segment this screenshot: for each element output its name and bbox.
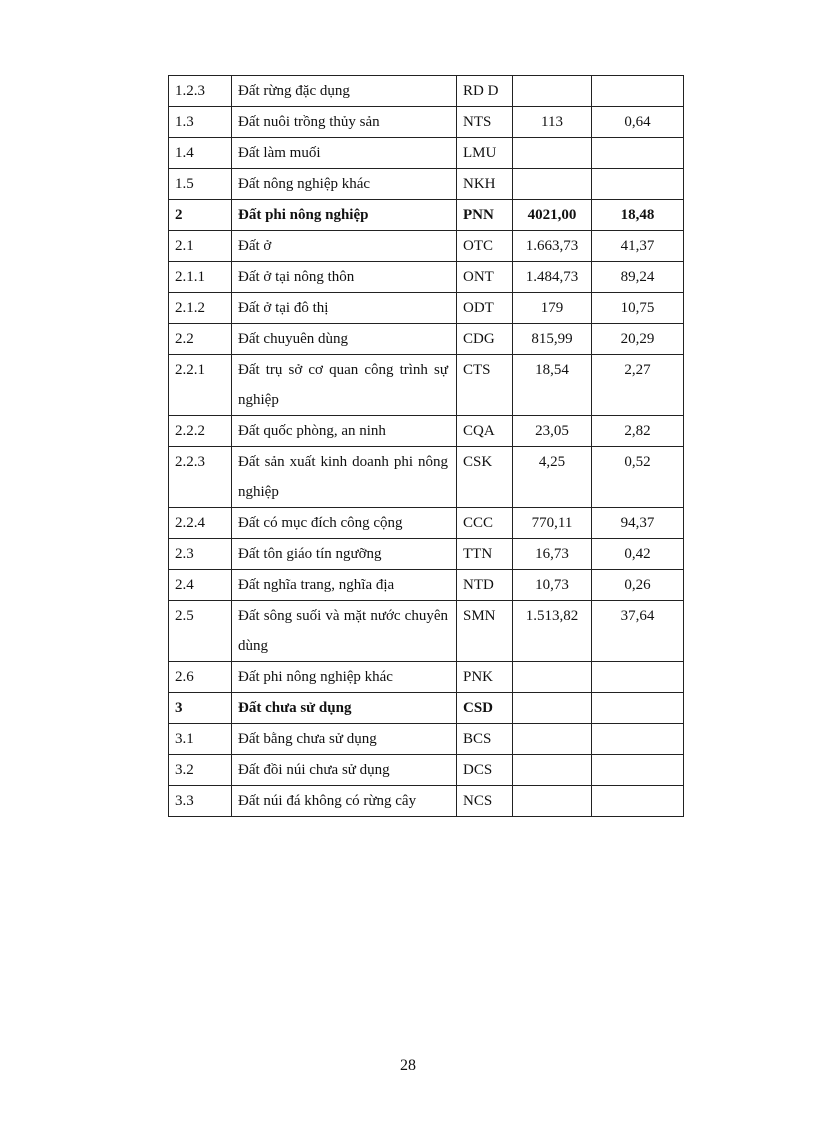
land-type-cell: Đất nghĩa trang, nghĩa địa [232,570,457,601]
land-symbol-cell: DCS [457,755,513,786]
area-cell: 815,99 [513,324,592,355]
land-type-cell: Đất sông suối và mặt nước chuyên dùng [232,601,457,662]
percent-cell [592,724,684,755]
land-code-cell: 2.1.1 [169,262,232,293]
land-code-cell: 2.2 [169,324,232,355]
table-row [169,447,684,508]
land-symbol-cell: NTD [457,570,513,601]
percent-cell: 0,42 [592,539,684,570]
land-code-cell: 1.5 [169,169,232,200]
percent-cell [592,755,684,786]
table-row [169,601,684,662]
page-number: 28 [400,1057,416,1074]
table-row [169,293,684,324]
land-code-cell: 2 [169,200,232,231]
percent-cell: 0,52 [592,447,684,508]
area-cell [513,724,592,755]
area-cell: 18,54 [513,355,592,416]
land-symbol-cell: SMN [457,601,513,662]
land-type-cell: Đất nông nghiệp khác [232,169,457,200]
land-type-cell: Đất đồi núi chưa sử dụng [232,755,457,786]
land-symbol-cell: OTC [457,231,513,262]
land-code-cell: 2.3 [169,539,232,570]
land-code-cell: 1.2.3 [169,76,232,107]
percent-cell: 0,26 [592,570,684,601]
area-cell [513,138,592,169]
percent-cell: 37,64 [592,601,684,662]
land-code-cell: 2.4 [169,570,232,601]
land-type-cell: Đất ở [232,231,457,262]
land-type-cell: Đất nuôi trồng thủy sản [232,107,457,138]
land-type-cell: Đất rừng đặc dụng [232,76,457,107]
percent-cell: 41,37 [592,231,684,262]
land-code-cell: 2.2.3 [169,447,232,508]
land-type-cell: Đất tôn giáo tín ngưỡng [232,539,457,570]
percent-cell: 2,82 [592,416,684,447]
area-cell: 113 [513,107,592,138]
area-cell: 1.663,73 [513,231,592,262]
land-type-cell: Đất quốc phòng, an ninh [232,416,457,447]
area-cell: 770,11 [513,508,592,539]
table-row [169,169,684,200]
area-cell: 4021,00 [513,200,592,231]
percent-cell [592,693,684,724]
land-symbol-cell: NCS [457,786,513,817]
table-row [169,355,684,416]
land-type-cell: Đất làm muối [232,138,457,169]
land-use-table [168,75,684,817]
table-row [169,786,684,817]
area-cell: 4,25 [513,447,592,508]
land-symbol-cell: PNN [457,200,513,231]
table-row [169,324,684,355]
percent-cell: 89,24 [592,262,684,293]
table-row [169,539,684,570]
table-body [169,76,684,817]
land-code-cell: 1.4 [169,138,232,169]
area-cell [513,662,592,693]
area-cell: 16,73 [513,539,592,570]
land-code-cell: 2.2.1 [169,355,232,416]
percent-cell: 20,29 [592,324,684,355]
table-row [169,231,684,262]
percent-cell: 18,48 [592,200,684,231]
land-symbol-cell: CSD [457,693,513,724]
land-code-cell: 2.1 [169,231,232,262]
table-row [169,662,684,693]
land-symbol-cell: CSK [457,447,513,508]
land-code-cell: 3.2 [169,755,232,786]
land-code-cell: 2.1.2 [169,293,232,324]
table-row [169,76,684,107]
area-cell: 23,05 [513,416,592,447]
land-code-cell: 2.2.4 [169,508,232,539]
table-row [169,262,684,293]
land-symbol-cell: RD D [457,76,513,107]
land-symbol-cell: BCS [457,724,513,755]
land-symbol-cell: NKH [457,169,513,200]
land-symbol-cell: ODT [457,293,513,324]
area-cell [513,169,592,200]
land-code-cell: 1.3 [169,107,232,138]
land-symbol-cell: PNK [457,662,513,693]
land-type-cell: Đất ở tại đô thị [232,293,457,324]
land-type-cell: Đất chưa sử dụng [232,693,457,724]
table-row [169,570,684,601]
land-code-cell: 2.2.2 [169,416,232,447]
land-type-cell: Đất núi đá không có rừng cây [232,786,457,817]
land-code-cell: 3 [169,693,232,724]
percent-cell [592,169,684,200]
table-row [169,138,684,169]
table-row [169,200,684,231]
land-type-cell: Đất có mục đích công cộng [232,508,457,539]
percent-cell [592,786,684,817]
land-symbol-cell: CTS [457,355,513,416]
area-cell [513,76,592,107]
table-row [169,416,684,447]
land-type-cell: Đất phi nông nghiệp [232,200,457,231]
table-row [169,508,684,539]
percent-cell [592,76,684,107]
area-cell: 179 [513,293,592,324]
land-symbol-cell: CQA [457,416,513,447]
area-cell [513,786,592,817]
table-row [169,107,684,138]
land-type-cell: Đất ở tại nông thôn [232,262,457,293]
area-cell: 1.484,73 [513,262,592,293]
land-type-cell: Đất trụ sở cơ quan công trình sự nghiệp [232,355,457,416]
table-row [169,755,684,786]
land-symbol-cell: CCC [457,508,513,539]
area-cell: 1.513,82 [513,601,592,662]
area-cell [513,693,592,724]
table-row [169,724,684,755]
land-symbol-cell: ONT [457,262,513,293]
percent-cell: 2,27 [592,355,684,416]
land-type-cell: Đất chuyuên dùng [232,324,457,355]
percent-cell: 10,75 [592,293,684,324]
percent-cell [592,662,684,693]
land-symbol-cell: CDG [457,324,513,355]
land-code-cell: 3.3 [169,786,232,817]
area-cell: 10,73 [513,570,592,601]
percent-cell: 94,37 [592,508,684,539]
land-type-cell: Đất sản xuất kinh doanh phi nông nghiệp [232,447,457,508]
land-type-cell: Đất bằng chưa sử dụng [232,724,457,755]
land-code-cell: 3.1 [169,724,232,755]
land-code-cell: 2.5 [169,601,232,662]
land-symbol-cell: NTS [457,107,513,138]
area-cell [513,755,592,786]
land-symbol-cell: TTN [457,539,513,570]
land-type-cell: Đất phi nông nghiệp khác [232,662,457,693]
land-symbol-cell: LMU [457,138,513,169]
table-row [169,693,684,724]
land-code-cell: 2.6 [169,662,232,693]
percent-cell: 0,64 [592,107,684,138]
percent-cell [592,138,684,169]
